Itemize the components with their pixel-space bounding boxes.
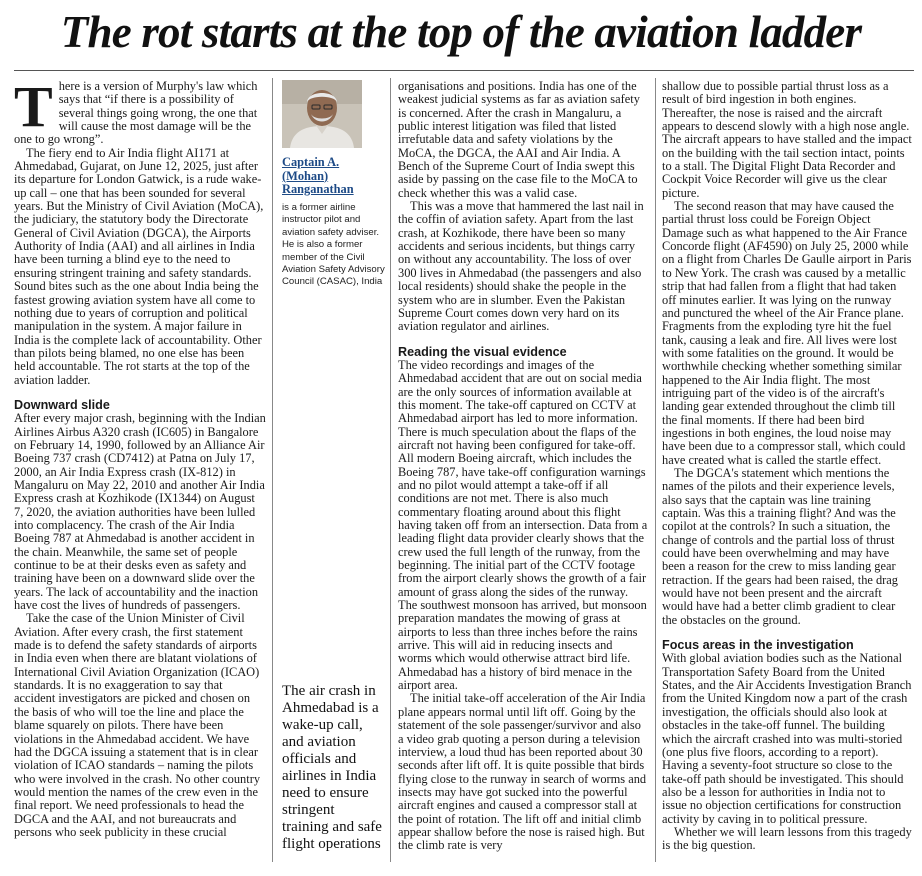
section-heading-focus-areas: Focus areas in the investigation [662, 638, 854, 653]
article-paragraph: The fiery end to Air India flight AI171 at Ahmedabad, Gujarat, on June 12, 2025, just after its departure for London Gatwick, is a rude wake-up call – one that has been sounded for several years. But the Ministry of Civil Aviation (MoCA), the judiciary, the statutory body the Directorate General of Civil Aviation (DGCA), the Airports Authority of India (AAI) and all airlines in India have been turning a blind eye to the need to ensuring stringent training and safety standards. Sound bites such as the one about India being the fastest growing aviation system have all come to nothing due to years of corruption and political manipulation in the system. A major failure in India is the complete lack of accountability. Other than pilots being blamed, no one else has been held accountable. The rot starts at the top of the aviation ladder. [14, 145, 264, 387]
article-paragraph: The initial take-off acceleration of the Air India plane appears normal until lift off. Going by the statement of the sole passenger/survivor and also a video grab quoting a person during a television interview, a loud thud has been reported about 30 seconds after lift off. It is quite possible that birds flying close to the runway in search of worms and insects may have got sucked into the powerful aircraft engines and caused a compressor stall at the point of rotation. The lift off and initial climb appear shallow before the nose is raised high. But the climb rate is very [398, 691, 647, 853]
article-column-3 [398, 80, 648, 853]
article-paragraph: This was a move that hammered the last nail in the coffin of aviation safety. Apart from the last crash, at Kozhikode, there have been so many accidents and serious incidents, but things carry on without any accountability. The loss of over 300 lives in Ahmedabad (the passengers and also local residents) should shake the people in the system who are in slumber. Even the Pakistan Supreme Court comes down very hard on its aviation regulator and airlines. [398, 199, 644, 334]
article-paragraph: The video recordings and images of the Ahmedabad accident that are out on social media are the only sources of information available at this moment. The take-off captured on CCTV at Ahmedabad airport has led to more information. There is much speculation about the flaps of the aircraft not having been configured for take-off. All modern Boeing aircraft, which includes the Boeing 787, have take-off configuration warnings and no pilot would attempt a take-off if all conditions are not met. There is also much commentary floating around about this flight having taken off from an intersection. Data from a leading flight data provider clearly shows that the crew used the full length of the runway, from the beginning. The initial part of the CCTV footage from the airport clearly shows the growth of a fair amount of grass along the sides of the runway. The southwest monsoon has arrived, but monsoon preparation mandates the mowing of grass at airports to less than three inches before the rains arrive. This will aid in reducing insects and worms which would otherwise attract bird life. Ahmedabad has a history of bird menace in the airport area. [398, 357, 648, 693]
article-paragraph: The second reason that may have caused the partial thrust loss could be Foreign Object Damage such as what happened to the Air France Concorde flight (AF4590) on July 25, 2000 while on a flight from Charles De Gaulle airport in Paris to New York. The crash was caused by a metallic strip that had fallen from a flight that had taken off minutes earlier. It was lying on the runway and punctured the wheel of the Air France plane. Fragments from the exploding tyre hit the fuel tank, causing a leak and fire. All lives were lost with some fatalities on the ground. It would be worthwhile checking whether something similar happened to the Air India flight. The most intriguing part of the video is of the aircraft's landing gear extended throughout the climb till the final moments. If there had been bird ingestions in both engines, the loud noise may have been due to a compressor stall, which could have created what is called the startle effect. [662, 199, 912, 467]
headline-rule [14, 70, 914, 71]
author-name[interactable]: Captain A. (Mohan) Ranganathan [282, 155, 354, 196]
article-paragraph: shallow due to possible partial thrust loss as a result of bird ingestion in both engines. Thereafter, the nose is raised and the aircraft appears to descend slowly with a high nose angle. The aircraft appears to have stalled and the impact on the building with the tail section intact, points to a stall. The Digital Flight Data Recorder and Cockpit Voice Recorder will give us the clear picture. [662, 79, 912, 200]
pull-quote: The air crash in Ahmedabad is a wake-up call, and aviation officials and airlines in India need to ensure stringent training and safe flight operations [282, 683, 382, 852]
column-divider [272, 78, 273, 862]
article-paragraph: Take the case of the Union Minister of Civil Aviation. After every crash, the first statement made is to defend the safety standards of airports in India even when there are blatant violations of International Civil Aviation Organization (ICAO) standards. It is no exaggeration to say that accident investigators are picked and chosen on the basis of who will toe the line and place the blame squarely on pilots. There have been violations in the Ahmedabad accident. We have had the DGCA issuing a statement that is in clear violation of ICAO standards – naming the pilots who were involved in the crash. No other country would mention the names of the crew even in the final report. We need professionals to head the DGCA and the AAI, and not bureaucrats and persons who seek publicity in these crucial [14, 611, 261, 839]
author-photo [282, 80, 362, 148]
author-portrait-icon [282, 80, 362, 148]
headline: The rot starts at the top of the aviation ladder [60, 7, 862, 57]
author-bio: is a former airline instructor pilot and aviation safety adviser. He is also a former member of the Civil Aviation Safety Advisory Council (CASAC), India [282, 202, 385, 288]
drop-cap: T [14, 74, 53, 139]
article-column-4 [662, 80, 912, 853]
section-heading-visual-evidence: Reading the visual evidence [398, 344, 567, 359]
article-paragraph: organisations and positions. India has one of the weakest judicial systems as far as aviation safety is concerned. After the crash in Mangaluru, a public interest litigation was filed that listed irrefutable data and safety violations by the MoCA, the DGCA, the AAI and Air India. A Bench of the Supreme Court of India swept this aside by passing on the case file to the MoCA to check whether this was a valid case. [398, 79, 640, 200]
column-divider [655, 78, 656, 862]
section-heading-downward-slide: Downward slide [14, 397, 110, 412]
intro-text: here is a version of Murphy's law which says that “if there is a possibility of several things going wrong, the one that will cause the most damage will be the one to go wrong”. [14, 79, 258, 147]
article-paragraph: With global aviation bodies such as the National Transportation Safety Board from the United States, and the Air Accidents Investigation Branch from the United Kingdom now a part of the crash investigation, the officials should also look at obstacles in the take-off funnel. The building which the aircraft crashed into was multi-storied (one plus five floors, according to a report). Having a seventy-foot structure so close to the take-off path should be investigated. This should also be a lesson for authorities in India not to issue no objection certifications for construction activity by caving in to political pressure. [662, 651, 912, 826]
article-paragraph: The DGCA's statement which mentions the names of the pilots and their experience levels, also says that the captain was line training captain. Was this a training flight? And was the copilot at the controls? In such a situation, the change of controls and the partial loss of thrust could have been overwhelming and may have been a reason for the crew to miss landing gear retraction. If the gears had been raised, the drag would have not been present and the aircraft would have had a better climb gradient to clear the obstacles on the ground. [662, 465, 898, 627]
article-column-1 [14, 74, 266, 839]
article-intro-paragraph [14, 74, 266, 147]
article-paragraph: Whether we will learn lessons from this tragedy is the big question. [662, 824, 912, 853]
article-paragraph: After every major crash, beginning with the Indian Airlines Airbus A320 crash (IC605) in Bangalore on February 14, 1990, followed by an Alliance Air Boeing 737 crash (CD7412) at Patna on July 17, 2000, an Air India Express crash (IX-812) in Mangaluru on May 22, 2010 and another Air India Express crash at Kozhikode (IX1344) on August 7, 2020, the aviation authorities have been lulled into complacency. The crash of the Air India Boeing 787 at Ahmedabad is another accident in the chain. Meanwhile, the same set of people continue to be at their desks even as safety and training have been on a downward slide over the years. The lack of accountability and the inaction have cost the lives of hundreds of passengers. [14, 411, 266, 613]
column-divider [390, 78, 391, 862]
